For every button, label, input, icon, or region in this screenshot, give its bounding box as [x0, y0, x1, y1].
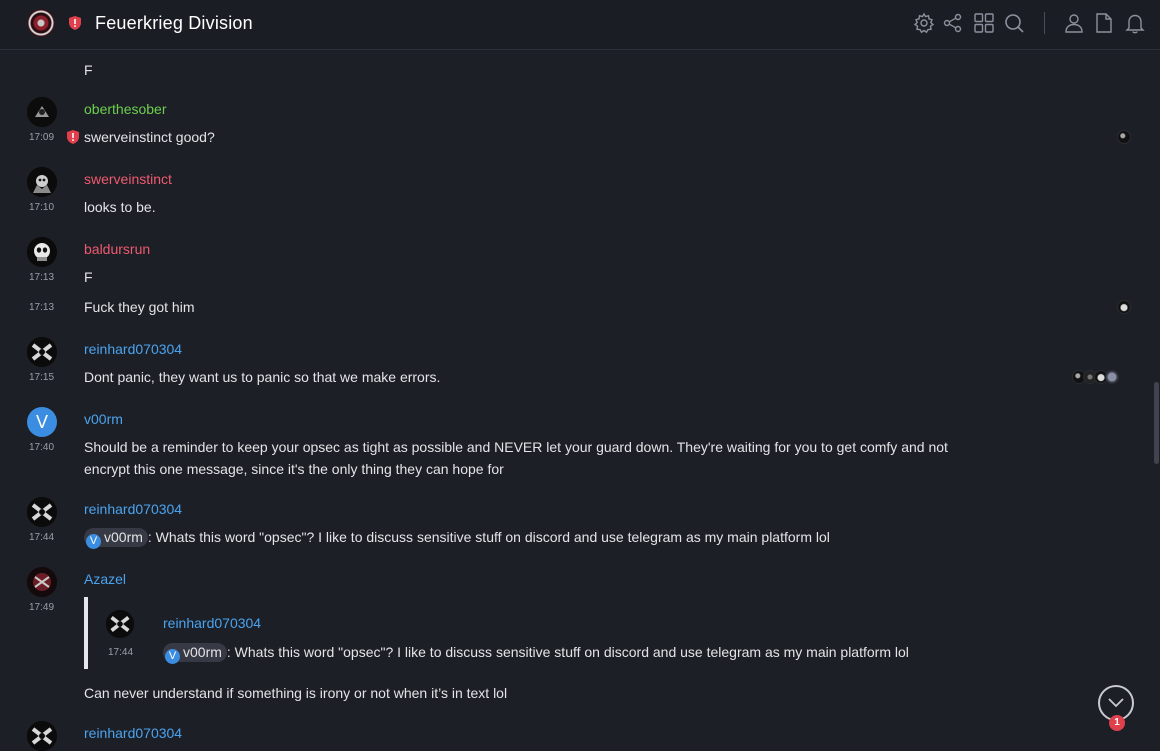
avatar[interactable]	[27, 721, 57, 751]
message-line: Should be a reminder to keep your opsec as tight as possible and NEVER let your guard down. They're waiting for you to get comfy and not	[84, 439, 948, 455]
timestamp: 17:15	[29, 372, 55, 383]
quoted-message[interactable]	[84, 597, 988, 669]
unread-count-badge: 1	[1109, 715, 1125, 731]
timestamp: 17:13	[29, 302, 55, 313]
message-text: : Whats this word "opsec"? I like to discuss sensitive stuff on discord and use telegram as my main platform lol	[147, 529, 830, 545]
room-avatar[interactable]	[27, 9, 55, 37]
timeline-scrollbar[interactable]	[1154, 382, 1159, 464]
message-text: : Whats this word "opsec"? I like to discuss sensitive stuff on discord and use telegram as my main platform lol	[226, 644, 909, 660]
message-body: Fuck they got him	[84, 299, 195, 315]
sender-name[interactable]: Azazel	[84, 571, 127, 587]
message-body: looks to be.	[84, 199, 156, 215]
read-receipt-avatar	[1117, 300, 1131, 314]
timestamp: 17:40	[29, 442, 55, 453]
share-icon[interactable]	[942, 12, 964, 34]
notifications-icon[interactable]	[1124, 12, 1146, 34]
sender-name[interactable]: baldursrun	[84, 241, 151, 257]
search-icon[interactable]	[1003, 12, 1025, 34]
timestamp: 17:44	[29, 532, 55, 543]
mention-avatar: V	[165, 649, 180, 664]
shield-warning-icon	[66, 130, 80, 144]
room-title: Feuerkrieg Division	[95, 13, 253, 33]
chevron-down-icon	[1108, 696, 1124, 710]
message-body: Dont panic, they want us to panic so that we make errors.	[84, 369, 441, 385]
user-mention-pill[interactable]	[163, 643, 227, 662]
files-icon[interactable]	[1093, 12, 1115, 34]
sender-name[interactable]: reinhard070304	[84, 341, 183, 357]
sender-name[interactable]: reinhard070304	[84, 725, 183, 741]
sender-name[interactable]: reinhard070304	[163, 615, 262, 631]
read-receipts[interactable]	[1120, 300, 1131, 314]
avatar[interactable]	[27, 167, 57, 197]
avatar[interactable]	[106, 610, 134, 638]
read-receipt-avatar	[1117, 130, 1131, 144]
mention-name: v00rm	[104, 529, 143, 545]
avatar[interactable]: V	[27, 407, 57, 437]
message-body	[84, 436, 948, 480]
sender-name[interactable]: oberthesober	[84, 101, 167, 117]
sender-name[interactable]: reinhard070304	[84, 501, 183, 517]
message-line: encrypt this one message, since it's the only thing they can hope for	[84, 461, 504, 477]
message-body	[163, 641, 909, 663]
timestamp: 17:10	[29, 202, 55, 213]
mention-avatar: V	[86, 534, 101, 549]
avatar[interactable]	[27, 337, 57, 367]
room-header	[0, 0, 1160, 50]
user-mention-pill[interactable]	[84, 528, 148, 547]
message-body	[84, 526, 830, 548]
message-body: F	[84, 62, 93, 78]
timestamp: 17:44	[108, 647, 134, 658]
shield-warning-icon	[68, 16, 82, 30]
avatar[interactable]	[27, 567, 57, 597]
message-body: Can never understand if something is irony or not when it’s in text lol	[84, 685, 508, 701]
avatar[interactable]	[27, 237, 57, 267]
timestamp: 17:09	[29, 132, 55, 143]
timestamp: 17:49	[29, 602, 55, 613]
avatar[interactable]	[27, 497, 57, 527]
message-body: swerveinstinct good?	[84, 129, 215, 145]
mention-name: v00rm	[183, 644, 222, 660]
avatar[interactable]	[27, 97, 57, 127]
apps-icon[interactable]	[973, 12, 995, 34]
settings-icon[interactable]	[913, 12, 935, 34]
read-receipt-avatar	[1105, 370, 1119, 384]
message-timeline[interactable]	[0, 50, 1160, 745]
sender-name[interactable]: v00rm	[84, 411, 123, 427]
header-divider	[1044, 12, 1045, 34]
people-icon[interactable]	[1063, 12, 1085, 34]
read-receipts[interactable]	[1075, 370, 1119, 384]
message-body: F	[84, 269, 93, 285]
timestamp: 17:13	[29, 272, 55, 283]
read-receipts[interactable]	[1120, 130, 1131, 144]
sender-name[interactable]: swerveinstinct	[84, 171, 172, 187]
